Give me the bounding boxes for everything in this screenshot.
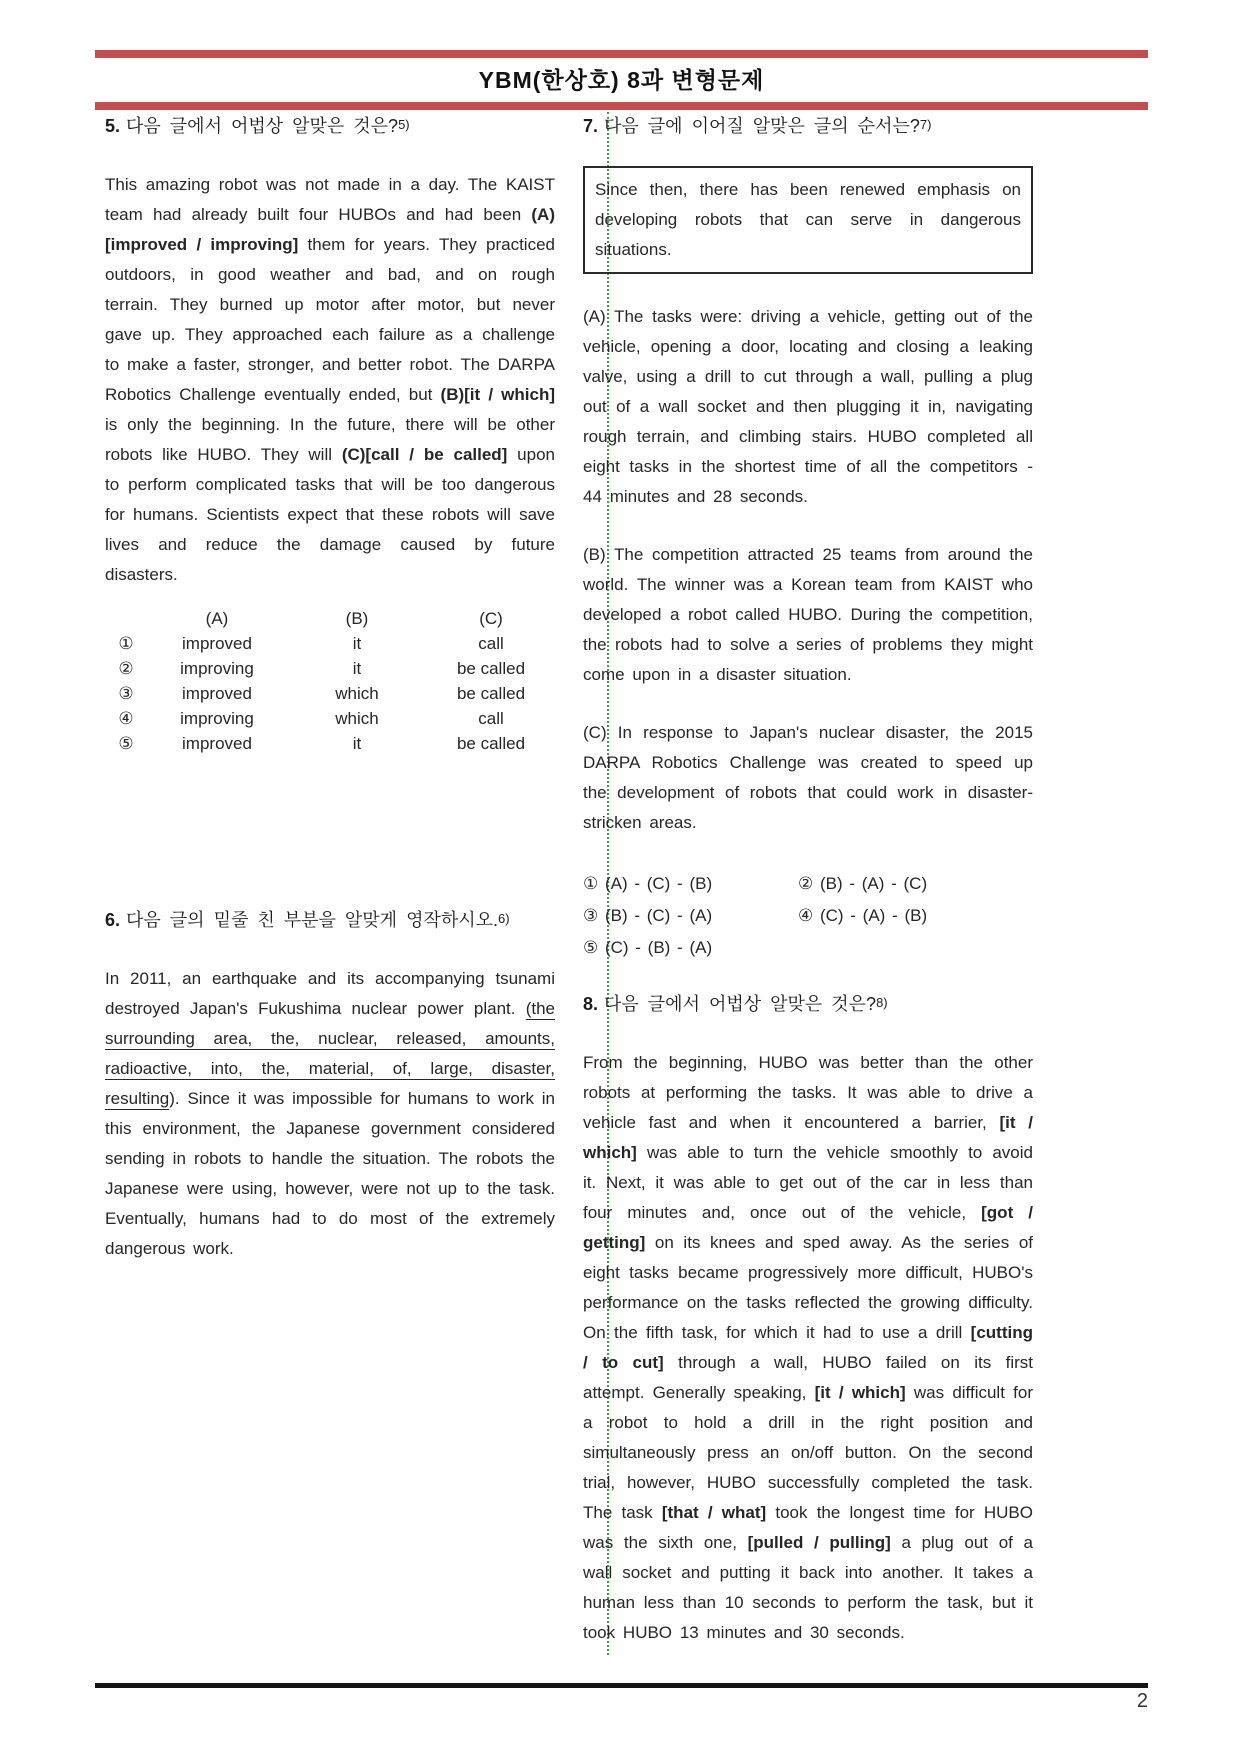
header-rule-top <box>95 50 1148 58</box>
option-a: improved <box>182 634 252 653</box>
option-a: improved <box>182 734 252 753</box>
option-b: it <box>352 634 362 653</box>
question-8-number: 8. <box>583 994 599 1014</box>
question-7-prompt: 다음 글에 이어질 알맞은 글의 순서는? <box>604 116 920 136</box>
passage-segment-bold: [it / which] <box>814 1383 906 1402</box>
question-6-heading <box>105 906 555 936</box>
question-5-options-table <box>105 606 555 756</box>
option-row-num: ① <box>118 634 134 653</box>
question-8-prompt: 다음 글에서 어법상 알맞은 것은? <box>604 994 877 1014</box>
passage-segment-underline: (the surrounding area, the, nuclear, released, amounts, radioactive, into, the, material, of, large, disaster, resulting <box>105 999 555 1108</box>
option-row-num: ⑤ <box>118 734 134 753</box>
choice-2: ② (B) - (A) - (C) <box>798 874 928 893</box>
question-8-passage <box>583 1048 1033 1648</box>
question-7-choices <box>583 868 1033 964</box>
passage-segment-bold: [pulled / pulling] <box>747 1533 891 1552</box>
question-7-paragraph-b: (B) The competition attracted 25 teams from around the world. The winner was a Korean team from KAIST who developed a robot called HUBO. During the competition, the robots had to solve a series of problems they might come upon in a disaster situation. <box>583 545 1033 684</box>
footer-rule <box>95 1683 1148 1688</box>
option-c: be called <box>456 659 526 678</box>
right-column <box>583 112 1033 1648</box>
question-5-heading <box>105 112 555 142</box>
passage-segment-normal: This amazing robot was not made in a day. The KAIST team had already built four HUBOs and had been <box>105 175 555 224</box>
option-a: improving <box>180 659 254 678</box>
passage-segment-bold: [it / which] <box>583 1113 1033 1162</box>
passage-segment-normal: From the beginning, HUBO was better than the other robots at performing the tasks. It was able to drive a vehicle fast and when it encountered a barrier, <box>583 1053 1033 1132</box>
passage-segment-bold: [that / what] <box>661 1503 767 1522</box>
question-7-heading <box>583 112 1033 142</box>
question-7-paragraph-c: (C) In response to Japan's nuclear disaster, the 2015 DARPA Robotics Challenge was created to speed up the development of robots that could work in disaster-stricken areas. <box>583 723 1033 832</box>
question-8-footnote: 8) <box>876 995 888 1010</box>
passage-segment-bold: [cutting / to cut] <box>583 1323 1033 1372</box>
choice-3: ③ (B) - (C) - (A) <box>583 906 713 925</box>
passage-segment-normal: them for years. They practiced outdoors, in good weather and bad, and on rough terrain. They burned up motor after motor, but never gave up. They approached each failure as a challenge to make a faster, stronger, and better robot. The DARPA Robotics Challenge eventually ended, but <box>105 235 555 404</box>
question-5-passage <box>105 170 555 590</box>
option-b: it <box>352 734 362 753</box>
question-8-section <box>583 990 1033 1648</box>
question-6-number: 6. <box>105 910 121 930</box>
option-row-num: ② <box>118 659 134 678</box>
question-6-prompt: 다음 글의 밑줄 친 부분을 알맞게 영작하시오. <box>126 910 499 930</box>
passage-segment-normal: on its knees and sped away. As the series of eight tasks became progressively more difficult, HUBO's performance on the tasks reflected the growing difficulty. On the fifth task, for which it had to use a drill <box>583 1233 1033 1342</box>
passage-segment-normal: was able to turn the vehicle smoothly to avoid it. Next, it was able to get out of the car in less than four minutes and, once out of the vehicle, <box>583 1143 1033 1222</box>
option-b: which <box>335 709 379 728</box>
passage-segment-bold: [got / getting] <box>583 1203 1033 1252</box>
option-b: it <box>352 659 362 678</box>
passage-segment-normal: a plug out of a wall socket and putting it back into another. It takes a human less than 10 seconds to perform the task, but it took HUBO 13 minutes and 30 seconds. <box>583 1533 1033 1642</box>
question-8-heading <box>583 990 1033 1020</box>
option-header-c: (C) <box>479 609 503 628</box>
left-column <box>105 112 555 1264</box>
passage-segment-normal: was difficult for a robot to hold a drill in the right position and simultaneously press an on/off button. On the second trial, however, HUBO successfully completed the task. The task <box>583 1383 1033 1522</box>
option-header-a: (A) <box>205 609 229 628</box>
option-c: be called <box>456 734 526 753</box>
question-7-number: 7. <box>583 116 599 136</box>
option-c: call <box>478 709 504 728</box>
option-a: improving <box>180 709 254 728</box>
passage-segment-normal: took the longest time for HUBO was the sixth one, <box>583 1503 1033 1552</box>
question-5-prompt: 다음 글에서 어법상 알맞은 것은? <box>126 116 399 136</box>
question-7-paragraph-a: (A) The tasks were: driving a vehicle, getting out of the vehicle, opening a door, locating and closing a leaking valve, using a drill to cut through a wall, pulling a plug out of a wall socket and then plugging it in, navigating rough terrain, and climbing stairs. HUBO completed all eight tasks in the shortest time of all the competitors - 44 minutes and 28 seconds. <box>583 307 1033 506</box>
passage-segment-normal: In 2011, an earthquake and its accompanying tsunami destroyed Japan's Fukushima nuclear power plant. <box>105 969 555 1018</box>
passage-segment-normal: ). Since it was impossible for humans to work in this environment, the Japanese government considered sending in robots to handle the situation. The robots the Japanese were using, however, were not up to the task. Eventually, humans had to do most of the extremely dangerous work. <box>105 1089 555 1258</box>
option-row-num: ③ <box>118 684 134 703</box>
option-row-num: ④ <box>118 709 134 728</box>
question-6-footnote: 6) <box>498 911 510 926</box>
choice-1: ① (A) - (C) - (B) <box>583 874 713 893</box>
header-rule-bottom <box>95 102 1148 110</box>
page-number: 2 <box>1136 1690 1148 1712</box>
option-header-b: (B) <box>345 609 369 628</box>
passage-segment-normal: through a wall, HUBO failed on its first attempt. Generally speaking, <box>583 1353 1034 1402</box>
question-6-passage <box>105 964 555 1264</box>
passage-segment-bold: (B)[it / which] <box>440 385 556 404</box>
question-5-footnote: 5) <box>398 117 410 132</box>
option-a: improved <box>182 684 252 703</box>
option-b: which <box>335 684 379 703</box>
question-5-number: 5. <box>105 116 121 136</box>
passage-segment-bold: (A)[improved / improving] <box>105 205 555 254</box>
option-c: be called <box>456 684 526 703</box>
option-header-empty <box>105 606 147 631</box>
passage-segment-bold: (C)[call / be called] <box>341 445 508 464</box>
choice-4: ④ (C) - (A) - (B) <box>798 906 928 925</box>
page-title: YBM(한상호) 8과 변형문제 <box>478 67 765 93</box>
question-6-section <box>105 906 555 1264</box>
question-7-given-sentence-box: Since then, there has been renewed emphasis on developing robots that can serve in dangerous situations. <box>583 166 1033 274</box>
option-c: call <box>478 634 504 653</box>
passage-segment-normal: is only the beginning. In the future, there will be other robots like HUBO. They will <box>105 415 555 464</box>
question-7-footnote: 7) <box>919 117 932 132</box>
passage-segment-normal: upon to perform complicated tasks that will be too dangerous for humans. Scientists expect that these robots will save lives and reduce the damage caused by future disasters. <box>105 445 555 584</box>
choice-5: ⑤ (C) - (B) - (A) <box>583 938 713 957</box>
